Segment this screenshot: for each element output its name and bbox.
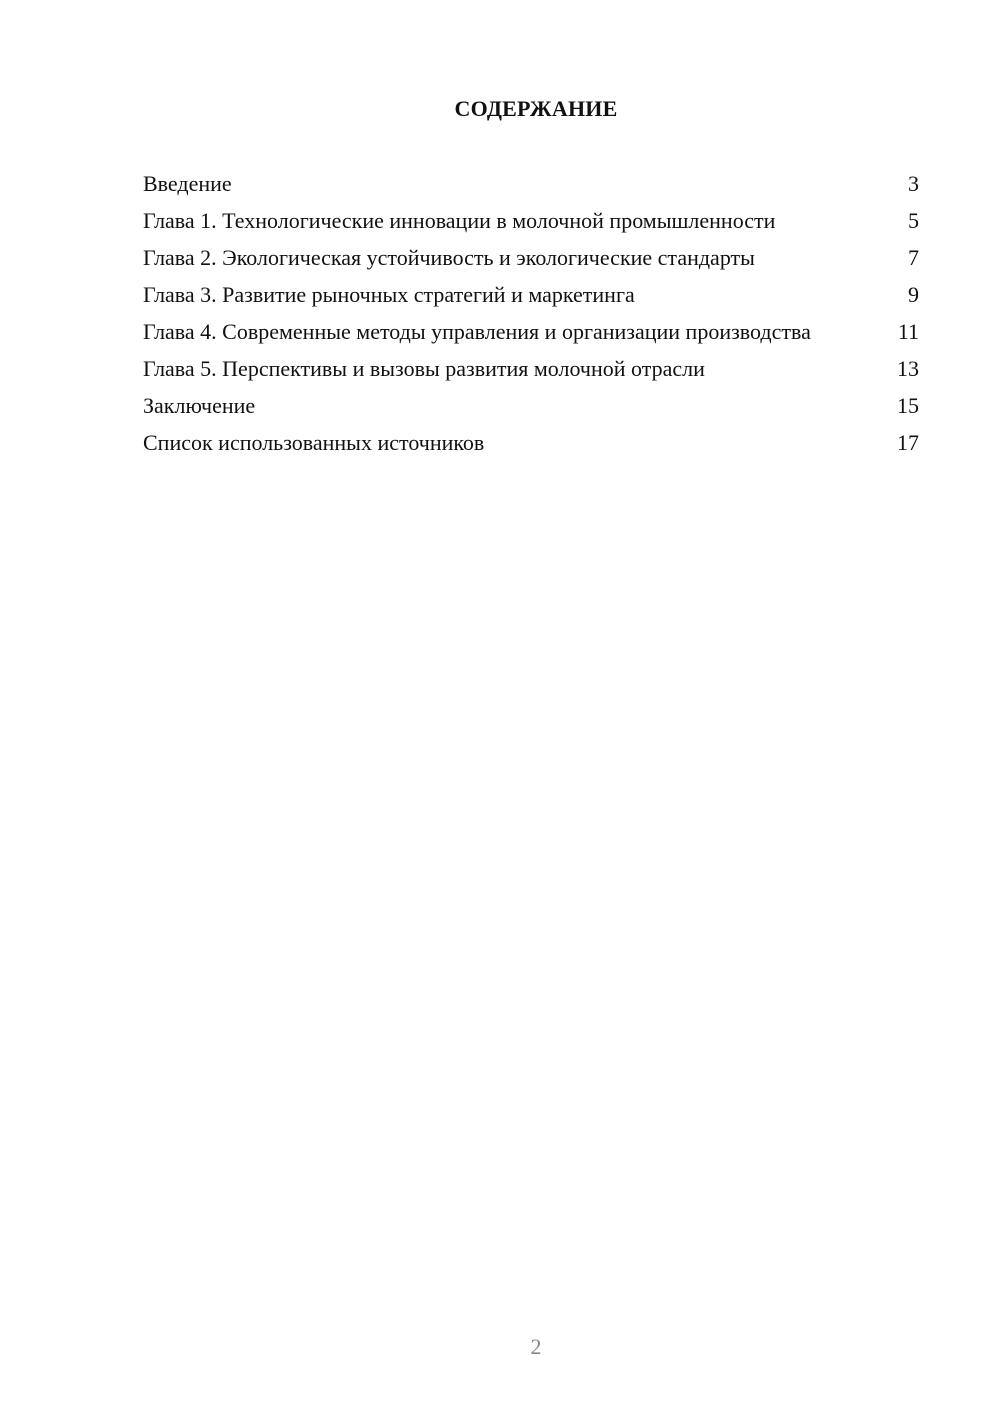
toc-entry-page: 9 <box>908 282 919 307</box>
page-number: 2 <box>530 1334 542 1359</box>
toc-entry-page: 3 <box>908 171 919 196</box>
toc-entry-chapter-5 <box>143 355 919 382</box>
toc-entry-title: Глава 3. Развитие рыночных стратегий и маркетинга <box>143 282 635 307</box>
toc-entry-references <box>143 429 919 456</box>
toc-entry-chapter-1 <box>143 207 919 234</box>
toc-entry-introduction <box>143 170 919 197</box>
page-title: СОДЕРЖАНИЕ <box>454 96 618 121</box>
toc-entry-page: 5 <box>908 208 919 233</box>
toc-entry-page: 7 <box>908 245 919 270</box>
toc-entry-chapter-2 <box>143 244 919 271</box>
toc-entry-title: Заключение <box>143 393 256 418</box>
toc-entry-page: 15 <box>897 393 919 418</box>
toc-entry-page: 17 <box>897 430 919 455</box>
toc-entry-title: Глава 2. Экологическая устойчивость и экологические стандарты <box>143 245 755 270</box>
toc-entry-title: Глава 5. Перспективы и вызовы развития молочной отрасли <box>143 356 705 381</box>
toc-entry-page: 11 <box>897 319 919 344</box>
toc-entry-chapter-4 <box>143 318 919 345</box>
toc-entry-conclusion <box>143 392 919 419</box>
toc-entry-title: Введение <box>143 171 232 196</box>
table-of-contents <box>143 170 919 466</box>
toc-entry-title: Список использованных источников <box>143 430 485 455</box>
toc-entry-page: 13 <box>897 356 919 381</box>
toc-entry-chapter-3 <box>143 281 919 308</box>
toc-entry-title: Глава 4. Современные методы управления и организации производства <box>143 319 811 344</box>
toc-entry-title: Глава 1. Технологические инновации в молочной промышленности <box>143 208 776 233</box>
